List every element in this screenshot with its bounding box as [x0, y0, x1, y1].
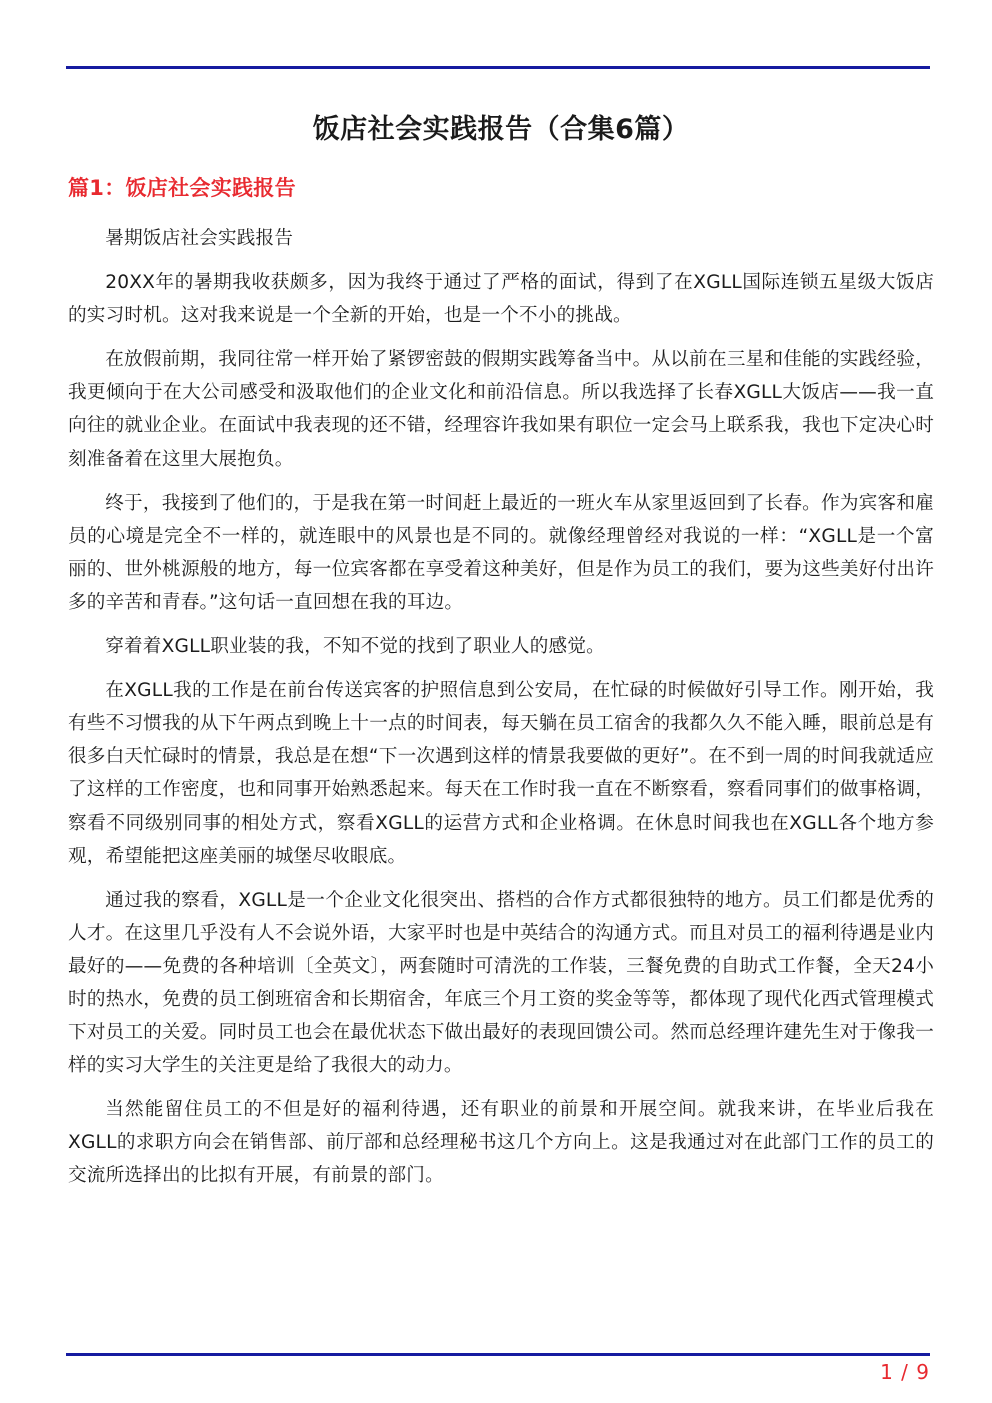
paragraph: 通过我的察看，XGLL是一个企业文化很突出、搭档的合作方式都很独特的地方。员工们都是优秀的人才。在这里几乎没有人不会说外语，大家平时也是中英结合的沟通方式。而且对员工的福利待遇是业内最好的——免费的各种培训〔全英文〕，两套随时可清洗的工作装，三餐免费的自助式工作餐，全天24小时的热水，免费的员工倒班宿舍和长期宿舍，年底三个月工资的奖金等等，都体现了现代化西式管理模式下对员工的关爱。同时员工也会在最优状态下做出最好的表现回馈公司。然而总经理许建先生对于像我一样的实习大学生的关注更是给了我很大的动力。 [68, 889, 934, 1077]
page-number: 1 / 9 [880, 1360, 930, 1384]
paragraph: 当然能留住员工的不但是好的福利待遇，还有职业的前景和开展空间。就我来讲，在毕业后我在XGLL的求职方向会在销售部、前厅部和总经理秘书这几个方向上。这是我通过对在此部门工作的员工的交流所选择出的比拟有开展，有前景的部门。 [68, 1099, 934, 1187]
paragraph-subtitle: 暑期饭店社会实践报告 [105, 228, 294, 249]
page-title: 饭店社会实践报告（合集6篇） [312, 114, 690, 145]
paragraph: 终于，我接到了他们的，于是我在第一时间赶上最近的一班火车从家里返回到了长春。作为宾客和雇员的心境是完全不一样的，就连眼中的风景也是不同的。就像经理曾经对我说的一样：“XGLL是一个富丽的、世外桃源般的地方，每一位宾客都在享受着这种美好，但是作为员工的我们，要为这些美好付出许多的辛苦和青春。”这句话一直回想在我的耳边。 [68, 492, 934, 613]
paragraph: 在放假前期，我同往常一样开始了紧锣密鼓的假期实践筹备当中。从以前在三星和佳能的实践经验，我更倾向于在大公司感受和汲取他们的企业文化和前沿信息。所以我选择了长春XGLL大饭店——我一直向往的就业企业。在面试中我表现的还不错，经理容许我如果有职位一定会马上联系我，我也下定决心时刻准备着在这里大展抱负。 [68, 349, 934, 470]
footer-divider [66, 1353, 930, 1356]
section-heading: 篇1：饭店社会实践报告 [68, 175, 296, 200]
paragraph: 在XGLL我的工作是在前台传送宾客的护照信息到公安局，在忙碌的时候做好引导工作。刚开始，我有些不习惯我的从下午两点到晚上十一点的时间表，每天躺在员工宿舍的我都久久不能入睡，眼前总是有很多白天忙碌时的情景，我总是在想“下一次遇到这样的情景我要做的更好”。在不到一周的时间我就适应了这样的工作密度，也和同事开始熟悉起来。每天在工作时我一直在不断察看，察看同事们的做事格调，察看不同级别同事的相处方式，察看XGLL的运营方式和企业格调。在休息时间我也在XGLL各个地方参观，希望能把这座美丽的城堡尽收眼底。 [68, 680, 934, 867]
paragraph: 穿着着XGLL职业装的我，不知不觉的找到了职业人的感觉。 [105, 636, 605, 658]
header-divider [66, 66, 930, 69]
document-content [68, 110, 934, 1204]
paragraph: 20XX年的暑期我收获颇多，因为我终于通过了严格的面试，得到了在XGLL国际连锁五星级大饭店的实习时机。这对我来说是一个全新的开始，也是一个不小的挑战。 [68, 272, 934, 327]
